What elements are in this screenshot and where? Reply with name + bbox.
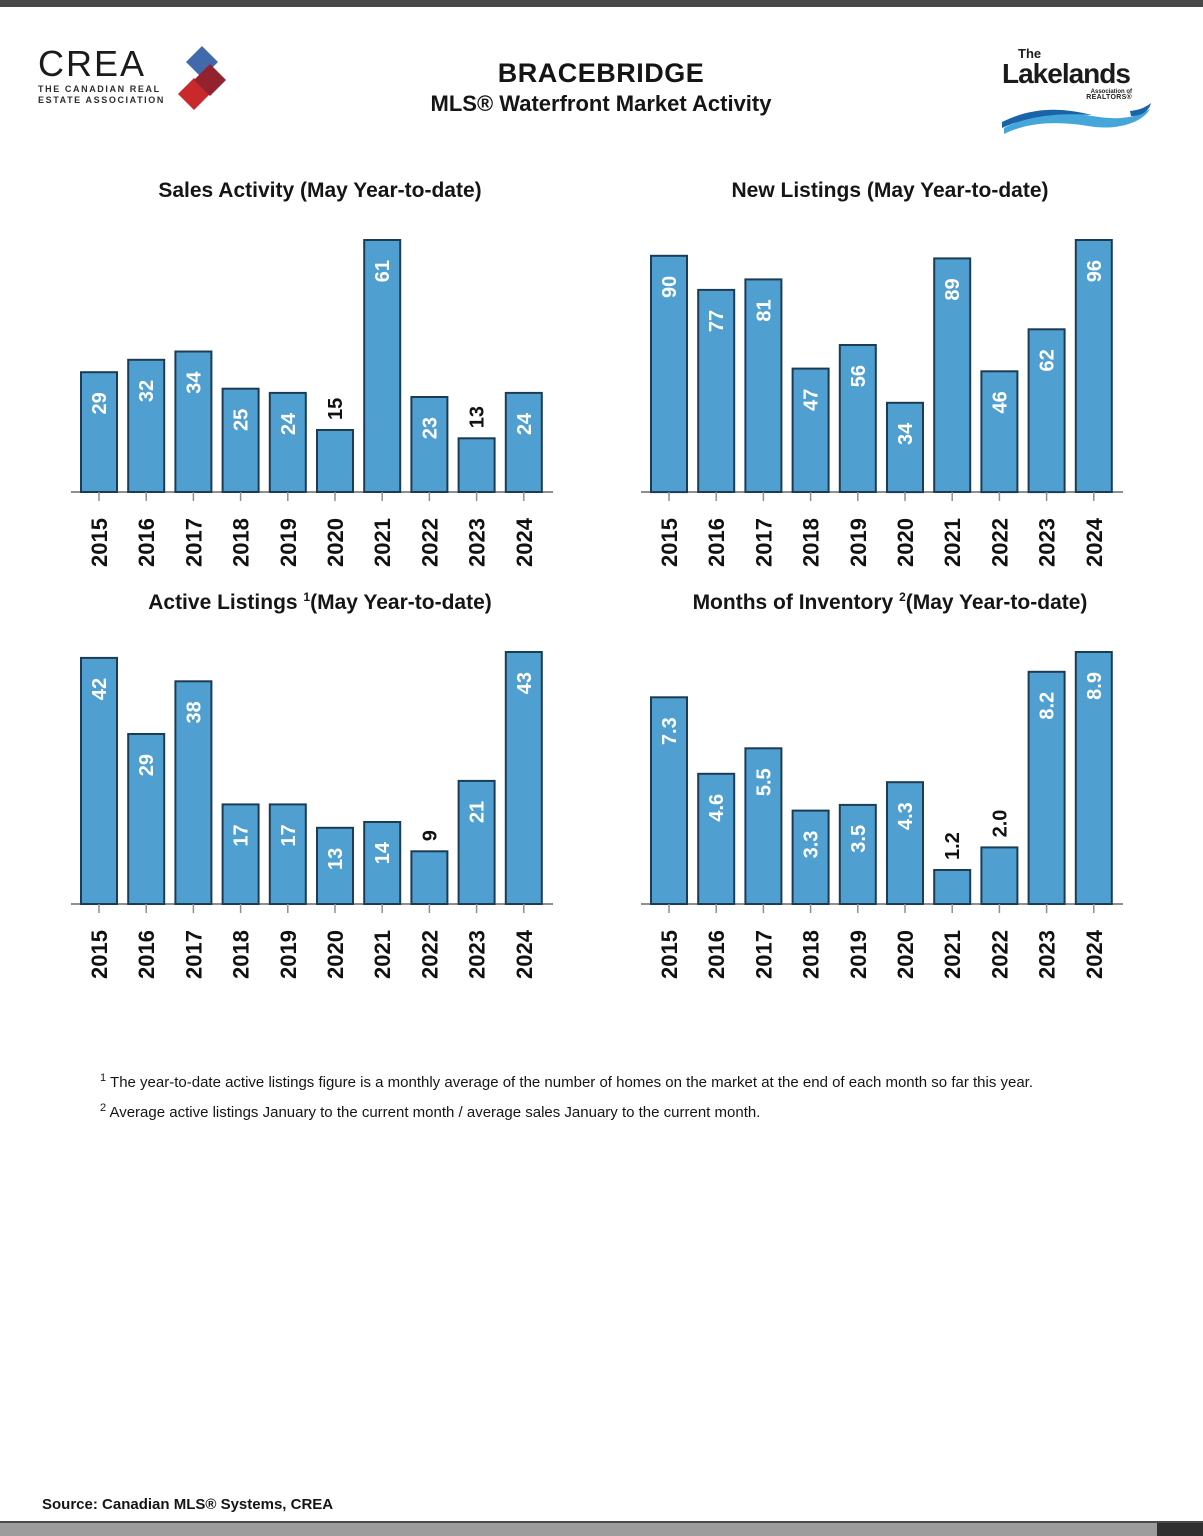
bar-value-label: 77: [706, 309, 729, 333]
x-tick-label: 2024: [1081, 518, 1107, 567]
bar-value-label: 8.9: [1083, 672, 1106, 700]
chart-months-of-inventory: [625, 590, 1155, 1000]
bar: [411, 851, 447, 904]
crea-logo-text: [38, 44, 165, 106]
bar-plot: [625, 626, 1155, 998]
top-border-bar: [0, 0, 1203, 7]
crea-diamonds-icon: [175, 46, 227, 114]
chart-title-superscript: 1: [303, 590, 311, 604]
bar: [887, 403, 923, 492]
chart-title-tail: (May Year-to-date): [310, 591, 492, 614]
lakelands-wordmark: Lakelands: [1002, 58, 1130, 89]
bar-value-label: 46: [989, 391, 1012, 414]
x-tick-label: 2019: [845, 930, 871, 979]
source-line: Source: Canadian MLS® Systems, CREA: [42, 1496, 334, 1513]
chart-title-main: New Listings: [731, 179, 862, 202]
bar-value-label: 81: [753, 299, 776, 322]
chart-title: [625, 590, 1155, 615]
x-tick-label: 2019: [845, 518, 871, 567]
chart-title-main: Active Listings: [148, 591, 304, 614]
bar-value-label: 96: [1083, 260, 1106, 283]
bar-value-label: 14: [372, 842, 395, 865]
x-tick-label: 2015: [657, 518, 682, 567]
x-tick-label: 2018: [798, 930, 824, 979]
x-tick-label: 2022: [417, 930, 443, 979]
bar-value-label: 13: [325, 847, 347, 871]
bar-value-label: 9: [419, 830, 442, 842]
x-tick-label: 2015: [87, 518, 112, 567]
x-tick-label: 2015: [87, 930, 112, 979]
x-tick-label: 2019: [275, 518, 301, 567]
x-tick-label: 2022: [987, 518, 1013, 567]
bar: [981, 371, 1017, 492]
bar-chart-svg: [55, 214, 585, 586]
x-tick-label: 2021: [940, 930, 966, 979]
bottom-scrollbar[interactable]: [0, 1523, 1157, 1536]
chart-title-tail: (May Year-to-date): [294, 179, 482, 202]
bar-value-label: 42: [89, 677, 111, 701]
bar-plot: [55, 214, 585, 586]
chart-new-listings: [625, 178, 1155, 588]
crea-tagline-line1: THE CANADIAN REAL: [38, 84, 161, 94]
x-tick-label: 2019: [275, 930, 301, 979]
bar-value-label: 38: [183, 701, 206, 724]
chart-title-superscript: 2: [899, 590, 906, 604]
x-tick-label: 2022: [417, 518, 443, 567]
chart-title-main: Months of Inventory: [692, 591, 900, 614]
bar-value-label: 13: [466, 406, 489, 429]
x-tick-label: 2016: [704, 518, 730, 567]
x-tick-label: 2022: [987, 930, 1013, 979]
x-tick-label: 2023: [464, 930, 490, 979]
footnotes: [100, 1068, 1120, 1128]
footnote-1: [100, 1068, 1120, 1093]
bar-value-label: 47: [800, 388, 823, 411]
bar-value-label: 29: [89, 392, 111, 415]
bar-value-label: 23: [419, 417, 442, 440]
bar: [934, 870, 970, 904]
bar-value-label: 17: [230, 824, 253, 847]
lakelands-logo: [1002, 48, 1158, 135]
chart-title: [55, 178, 585, 203]
bar-value-label: 21: [466, 800, 489, 824]
chart-title: [625, 178, 1155, 203]
x-tick-label: 2016: [134, 518, 160, 567]
lakelands-wave-icon: [1002, 103, 1152, 135]
document-title-block: [351, 58, 851, 117]
crea-wordmark: CREA: [38, 43, 147, 84]
footnote-2: [100, 1098, 1120, 1123]
crea-tagline-line2: ESTATE ASSOCIATION: [38, 95, 165, 105]
bar: [270, 804, 306, 904]
bar-value-label: 2.0: [989, 809, 1012, 838]
lakelands-realtors: REALTORS®: [1086, 94, 1132, 101]
bar: [887, 782, 923, 904]
footnote-1-text: The year-to-date active listings figure is a monthly average of the number of homes on the market at the end of each month so far this year.: [110, 1074, 1034, 1091]
footnote-2-superscript: 2: [100, 1102, 107, 1114]
bar-value-label: 4.3: [895, 802, 917, 831]
bar: [981, 847, 1017, 904]
bottom-scrollbar-corner: [1157, 1523, 1203, 1536]
bar-value-label: 89: [942, 278, 965, 301]
crea-logo: [38, 44, 227, 114]
bar-value-label: 62: [1036, 349, 1059, 372]
bar: [840, 805, 876, 904]
x-tick-label: 2024: [511, 518, 537, 567]
x-tick-label: 2020: [323, 930, 348, 979]
x-tick-label: 2015: [657, 930, 682, 979]
x-tick-label: 2018: [228, 930, 254, 979]
bar-chart-svg: [625, 214, 1155, 586]
chart-active-listings: [55, 590, 585, 1000]
bar-value-label: 29: [136, 754, 159, 777]
footnote-1-superscript: 1: [100, 1072, 107, 1084]
x-tick-label: 2017: [751, 518, 777, 567]
x-tick-label: 2018: [798, 518, 824, 567]
bar: [81, 372, 117, 492]
bar-value-label: 5.5: [753, 768, 776, 797]
bar-value-label: 17: [277, 824, 300, 847]
x-tick-label: 2021: [370, 930, 396, 979]
x-tick-label: 2023: [1034, 930, 1060, 979]
bar-value-label: 24: [513, 412, 536, 436]
x-tick-label: 2020: [323, 518, 348, 567]
bar-value-label: 34: [183, 371, 206, 394]
bar-plot: [55, 626, 585, 998]
bar-value-label: 90: [659, 275, 681, 299]
x-tick-label: 2020: [893, 930, 918, 979]
chart-title-main: Sales Activity: [158, 179, 295, 202]
x-tick-label: 2023: [1034, 518, 1060, 567]
bar-value-label: 15: [325, 397, 347, 420]
bar-value-label: 43: [513, 672, 536, 695]
x-tick-label: 2018: [228, 518, 254, 567]
bar-chart-svg: [55, 626, 585, 998]
x-tick-label: 2024: [1081, 930, 1107, 979]
bar-value-label: 61: [372, 260, 395, 283]
x-tick-label: 2023: [464, 518, 490, 567]
bar: [459, 781, 495, 904]
bar-value-label: 32: [136, 379, 159, 403]
bar-value-label: 24: [277, 412, 300, 436]
bar-value-label: 4.6: [706, 793, 729, 822]
bar: [223, 389, 259, 492]
bar: [223, 804, 259, 904]
bar: [793, 369, 829, 492]
bar: [411, 397, 447, 492]
bar-value-label: 8.2: [1036, 691, 1059, 720]
bar: [317, 430, 353, 492]
bar: [698, 774, 734, 904]
x-tick-label: 2016: [704, 930, 730, 979]
x-tick-label: 2016: [134, 930, 160, 979]
footnote-2-text: Average active listings January to the current month / average sales January to the current month.: [109, 1104, 761, 1121]
bar: [506, 393, 542, 492]
x-tick-label: 2020: [893, 518, 918, 567]
page-title: BRACEBRIDGE: [497, 58, 705, 88]
chart-title-tail: (May Year-to-date): [861, 179, 1049, 202]
chart-title-tail: (May Year-to-date): [905, 591, 1088, 614]
bar-chart-svg: [625, 626, 1155, 998]
lakelands-the: The: [1018, 46, 1042, 61]
x-tick-label: 2021: [370, 518, 396, 567]
bar: [270, 393, 306, 492]
bar-value-label: 34: [895, 422, 917, 446]
lakelands-association-text: [1002, 89, 1132, 101]
x-tick-label: 2017: [181, 518, 207, 567]
bar-value-label: 1.2: [942, 832, 965, 860]
bar-plot: [625, 214, 1155, 586]
bar-value-label: 3.3: [800, 830, 823, 859]
bar: [128, 360, 164, 492]
bar-value-label: 7.3: [659, 717, 681, 746]
x-tick-label: 2021: [940, 518, 966, 567]
bar-value-label: 3.5: [847, 824, 870, 853]
x-tick-label: 2017: [751, 930, 777, 979]
lakelands-association-of: Association of: [1090, 89, 1132, 95]
x-tick-label: 2017: [181, 930, 207, 979]
page-subtitle: MLS® Waterfront Market Activity: [430, 91, 772, 116]
bar-value-label: 56: [847, 365, 870, 388]
bar-value-label: 25: [230, 408, 253, 431]
chart-sales-activity: [55, 178, 585, 588]
x-tick-label: 2024: [511, 930, 537, 979]
bar: [459, 438, 495, 492]
chart-title: [55, 590, 585, 615]
